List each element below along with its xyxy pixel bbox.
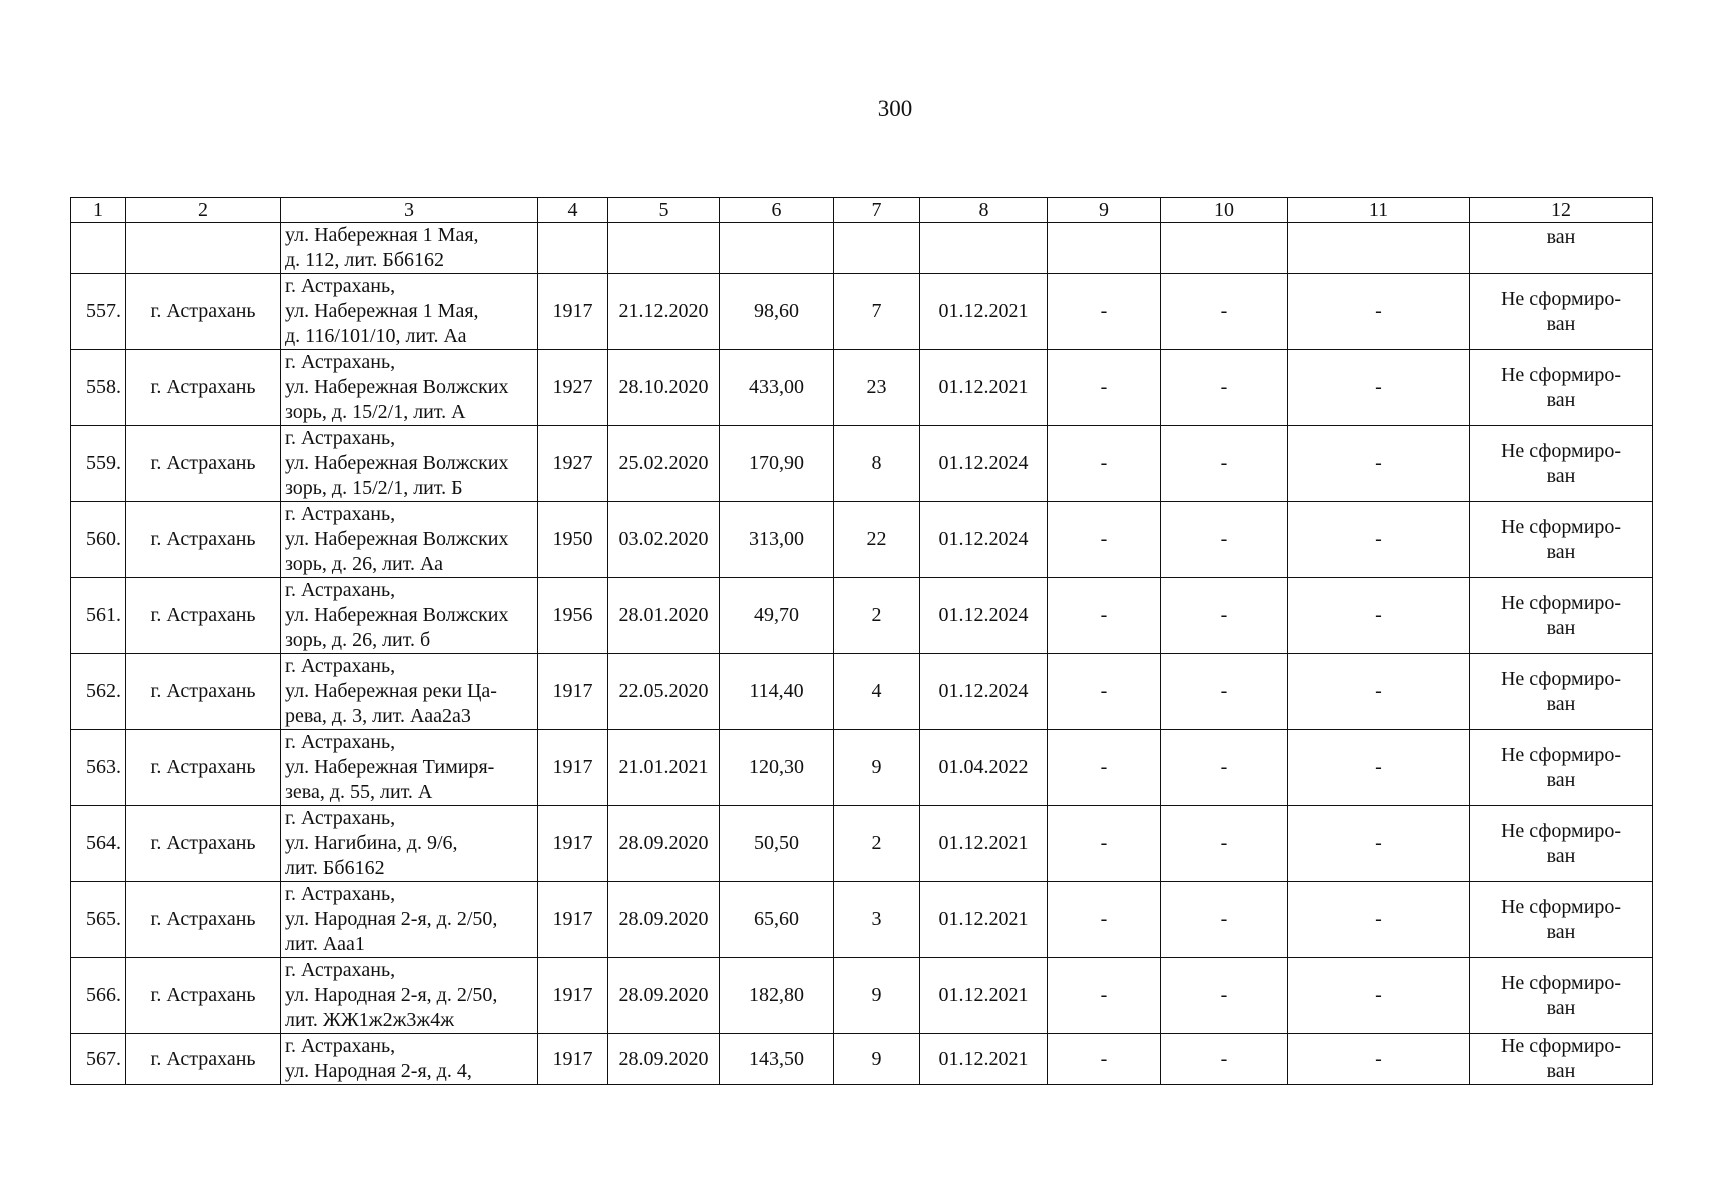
dash-cell: - — [1161, 882, 1288, 958]
row-number-cell: 564. — [71, 806, 126, 882]
deadline-cell: 01.12.2021 — [920, 958, 1048, 1034]
address-line: д. 116/101/10, лит. Аа — [285, 325, 467, 347]
year-cell: 1917 — [538, 730, 608, 806]
column-number: 10 — [1161, 198, 1288, 223]
date-cell: 22.05.2020 — [608, 654, 720, 730]
date-cell: 28.10.2020 — [608, 350, 720, 426]
table-row — [71, 958, 1653, 1034]
dash-cell: - — [1161, 654, 1288, 730]
deadline-cell: 01.12.2021 — [920, 882, 1048, 958]
table-row — [71, 806, 1653, 882]
table-row — [71, 426, 1653, 502]
dash-cell: - — [1288, 882, 1470, 958]
address-line: зорь, д. 26, лит. Аа — [285, 553, 444, 575]
address-line: зорь, д. 15/2/1, лит. Б — [285, 477, 463, 499]
count-cell: 2 — [834, 806, 920, 882]
status-line: Не сформиро- — [1500, 667, 1622, 690]
address-line: г. Астрахань, — [285, 959, 396, 981]
area-cell: 143,50 — [720, 1034, 834, 1085]
dash-cell: - — [1048, 502, 1161, 578]
table-cell — [920, 223, 1048, 274]
status-cell — [1470, 502, 1653, 578]
row-number-cell: 563. — [71, 730, 126, 806]
dash-cell: - — [1048, 958, 1161, 1034]
city-cell: г. Астрахань — [126, 350, 281, 426]
table-row — [71, 654, 1653, 730]
dash-cell: - — [1288, 1034, 1470, 1085]
status-line: Не сформиро- — [1500, 1035, 1622, 1057]
date-cell: 03.02.2020 — [608, 502, 720, 578]
status-cell — [1470, 730, 1653, 806]
dash-cell: - — [1161, 502, 1288, 578]
year-cell: 1917 — [538, 274, 608, 350]
column-number: 6 — [720, 198, 834, 223]
dash-cell: - — [1048, 1034, 1161, 1085]
address-line: г. Астрахань, — [285, 1035, 396, 1057]
count-cell: 7 — [834, 274, 920, 350]
table-row — [71, 1034, 1653, 1085]
dash-cell: - — [1161, 578, 1288, 654]
address-line: г. Астрахань, — [285, 731, 396, 753]
address-line: ул. Набережная Волжских — [285, 528, 509, 550]
status-cell — [1470, 426, 1653, 502]
dash-cell: - — [1048, 882, 1161, 958]
deadline-cell: 01.12.2024 — [920, 502, 1048, 578]
address-line: д. 112, лит. Бб6162 — [285, 249, 445, 271]
status-cell — [1470, 274, 1653, 350]
row-number-cell: 566. — [71, 958, 126, 1034]
table-row — [71, 350, 1653, 426]
dash-cell: - — [1288, 958, 1470, 1034]
status-line: ван — [1546, 226, 1576, 248]
area-cell: 65,60 — [720, 882, 834, 958]
column-number-row — [71, 198, 1653, 223]
column-number: 2 — [126, 198, 281, 223]
status-line: Не сформиро- — [1500, 591, 1622, 614]
city-cell: г. Астрахань — [126, 578, 281, 654]
address-cell — [281, 730, 538, 806]
city-cell: г. Астрахань — [126, 958, 281, 1034]
registry-table — [70, 197, 1653, 1085]
address-line: зева, д. 55, лит. А — [285, 781, 433, 803]
deadline-cell: 01.12.2024 — [920, 426, 1048, 502]
area-cell: 433,00 — [720, 350, 834, 426]
date-cell: 21.12.2020 — [608, 274, 720, 350]
date-cell: 28.01.2020 — [608, 578, 720, 654]
year-cell: 1956 — [538, 578, 608, 654]
area-cell: 170,90 — [720, 426, 834, 502]
deadline-cell: 01.12.2021 — [920, 1034, 1048, 1085]
year-cell: 1927 — [538, 426, 608, 502]
row-number-cell: 565. — [71, 882, 126, 958]
row-number-cell: 557. — [71, 274, 126, 350]
address-cell — [281, 1034, 538, 1085]
dash-cell: - — [1288, 350, 1470, 426]
year-cell: 1917 — [538, 958, 608, 1034]
status-line: Не сформиро- — [1500, 743, 1622, 766]
column-number: 9 — [1048, 198, 1161, 223]
count-cell: 9 — [834, 958, 920, 1034]
area-cell: 120,30 — [720, 730, 834, 806]
address-cell — [281, 958, 538, 1034]
city-cell: г. Астрахань — [126, 274, 281, 350]
status-line: ван — [1546, 540, 1576, 563]
year-cell: 1917 — [538, 1034, 608, 1085]
status-line: Не сформиро- — [1500, 971, 1622, 994]
status-cell — [1470, 958, 1653, 1034]
address-line: г. Астрахань, — [285, 883, 396, 905]
status-line: Не сформиро- — [1500, 819, 1622, 842]
table-row — [71, 730, 1653, 806]
deadline-cell: 01.12.2024 — [920, 654, 1048, 730]
address-line: ул. Набережная реки Ца- — [285, 680, 497, 702]
status-line: ван — [1546, 996, 1576, 1019]
count-cell: 8 — [834, 426, 920, 502]
address-line: лит. ЖЖ1ж2ж3ж4ж — [285, 1009, 455, 1031]
column-number: 12 — [1470, 198, 1653, 223]
count-cell: 9 — [834, 1034, 920, 1085]
table-cell — [71, 223, 126, 274]
address-line: г. Астрахань, — [285, 579, 396, 601]
area-cell: 49,70 — [720, 578, 834, 654]
address-line: лит. Бб6162 — [285, 857, 385, 879]
column-number: 8 — [920, 198, 1048, 223]
table-cell — [126, 223, 281, 274]
area-cell: 182,80 — [720, 958, 834, 1034]
area-cell: 114,40 — [720, 654, 834, 730]
status-line: ван — [1546, 388, 1576, 411]
address-line: зорь, д. 15/2/1, лит. А — [285, 401, 466, 423]
year-cell: 1917 — [538, 882, 608, 958]
address-line: рева, д. 3, лит. Ааа2а3 — [285, 705, 471, 727]
year-cell: 1917 — [538, 654, 608, 730]
status-cell — [1470, 882, 1653, 958]
row-number-cell: 562. — [71, 654, 126, 730]
table-cell — [720, 223, 834, 274]
status-cell — [1470, 578, 1653, 654]
city-cell: г. Астрахань — [126, 1034, 281, 1085]
address-line: ул. Набережная 1 Мая, — [285, 224, 479, 246]
address-line: ул. Нагибина, д. 9/6, — [285, 832, 458, 854]
address-line: г. Астрахань, — [285, 275, 396, 297]
count-cell: 9 — [834, 730, 920, 806]
address-line: ул. Набережная Волжских — [285, 376, 509, 398]
table-cell — [1048, 223, 1161, 274]
table-cell — [608, 223, 720, 274]
status-cell — [1470, 654, 1653, 730]
status-line: Не сформиро- — [1500, 363, 1622, 386]
date-cell: 25.02.2020 — [608, 426, 720, 502]
deadline-cell: 01.04.2022 — [920, 730, 1048, 806]
dash-cell: - — [1048, 274, 1161, 350]
address-cell — [281, 274, 538, 350]
dash-cell: - — [1288, 426, 1470, 502]
address-line: лит. Ааа1 — [285, 933, 365, 955]
row-number-cell: 567. — [71, 1034, 126, 1085]
address-line: ул. Набережная 1 Мая, — [285, 300, 479, 322]
count-cell: 4 — [834, 654, 920, 730]
city-cell: г. Астрахань — [126, 426, 281, 502]
dash-cell: - — [1161, 958, 1288, 1034]
status-cell — [1470, 806, 1653, 882]
table-cell — [834, 223, 920, 274]
table-cell — [1161, 223, 1288, 274]
address-line: г. Астрахань, — [285, 503, 396, 525]
deadline-cell: 01.12.2024 — [920, 578, 1048, 654]
address-line: ул. Набережная Тимиря- — [285, 756, 495, 778]
address-line: г. Астрахань, — [285, 655, 396, 677]
deadline-cell: 01.12.2021 — [920, 806, 1048, 882]
table-row — [71, 578, 1653, 654]
count-cell: 3 — [834, 882, 920, 958]
address-line: г. Астрахань, — [285, 427, 396, 449]
table-row — [71, 882, 1653, 958]
status-line: ван — [1546, 692, 1576, 715]
year-cell: 1927 — [538, 350, 608, 426]
dash-cell: - — [1048, 806, 1161, 882]
status-line: ван — [1546, 1060, 1576, 1082]
date-cell: 28.09.2020 — [608, 882, 720, 958]
deadline-cell: 01.12.2021 — [920, 274, 1048, 350]
table-cell — [1288, 223, 1470, 274]
status-line: ван — [1546, 844, 1576, 867]
dash-cell: - — [1288, 730, 1470, 806]
area-cell: 50,50 — [720, 806, 834, 882]
dash-cell: - — [1288, 578, 1470, 654]
status-cell — [1470, 350, 1653, 426]
count-cell: 2 — [834, 578, 920, 654]
dash-cell: - — [1288, 502, 1470, 578]
status-line: Не сформиро- — [1500, 439, 1622, 462]
address-cell — [281, 806, 538, 882]
status-cell — [1470, 223, 1653, 274]
status-line: ван — [1546, 464, 1576, 487]
continuation-row — [71, 223, 1653, 274]
dash-cell: - — [1048, 426, 1161, 502]
dash-cell: - — [1048, 578, 1161, 654]
table-row — [71, 502, 1653, 578]
deadline-cell: 01.12.2021 — [920, 350, 1048, 426]
dash-cell: - — [1161, 274, 1288, 350]
dash-cell: - — [1048, 730, 1161, 806]
date-cell: 21.01.2021 — [608, 730, 720, 806]
column-number: 7 — [834, 198, 920, 223]
count-cell: 22 — [834, 502, 920, 578]
dash-cell: - — [1288, 274, 1470, 350]
status-line: Не сформиро- — [1500, 895, 1622, 918]
year-cell: 1917 — [538, 806, 608, 882]
row-number-cell: 559. — [71, 426, 126, 502]
address-cell — [281, 502, 538, 578]
address-line: г. Астрахань, — [285, 351, 396, 373]
address-cell — [281, 350, 538, 426]
area-cell: 313,00 — [720, 502, 834, 578]
column-number: 4 — [538, 198, 608, 223]
address-cell — [281, 578, 538, 654]
dash-cell: - — [1048, 654, 1161, 730]
city-cell: г. Астрахань — [126, 654, 281, 730]
dash-cell: - — [1161, 1034, 1288, 1085]
dash-cell: - — [1288, 654, 1470, 730]
address-line: ул. Народная 2-я, д. 4, — [285, 1060, 472, 1082]
city-cell: г. Астрахань — [126, 882, 281, 958]
status-line: ван — [1546, 768, 1576, 791]
status-line: ван — [1546, 312, 1576, 335]
dash-cell: - — [1161, 806, 1288, 882]
city-cell: г. Астрахань — [126, 502, 281, 578]
status-line: Не сформиро- — [1500, 515, 1622, 538]
address-line: ул. Набережная Волжских — [285, 604, 509, 626]
row-number-cell: 560. — [71, 502, 126, 578]
city-cell: г. Астрахань — [126, 730, 281, 806]
row-number-cell: 561. — [71, 578, 126, 654]
address-line: ул. Народная 2-я, д. 2/50, — [285, 908, 498, 930]
address-line: г. Астрахань, — [285, 807, 396, 829]
address-line: зорь, д. 26, лит. б — [285, 629, 431, 651]
page-number: 300 — [877, 96, 913, 121]
table-row — [71, 274, 1653, 350]
date-cell: 28.09.2020 — [608, 1034, 720, 1085]
dash-cell: - — [1161, 730, 1288, 806]
count-cell: 23 — [834, 350, 920, 426]
column-number: 11 — [1288, 198, 1470, 223]
column-number: 5 — [608, 198, 720, 223]
date-cell: 28.09.2020 — [608, 806, 720, 882]
dash-cell: - — [1161, 426, 1288, 502]
city-cell: г. Астрахань — [126, 806, 281, 882]
column-number: 1 — [71, 198, 126, 223]
address-cell — [281, 223, 538, 274]
table-cell — [538, 223, 608, 274]
dash-cell: - — [1161, 350, 1288, 426]
address-cell — [281, 426, 538, 502]
column-number: 3 — [281, 198, 538, 223]
status-cell — [1470, 1034, 1653, 1085]
address-line: ул. Народная 2-я, д. 2/50, — [285, 984, 498, 1006]
row-number-cell: 558. — [71, 350, 126, 426]
dash-cell: - — [1288, 806, 1470, 882]
address-cell — [281, 882, 538, 958]
status-line: ван — [1546, 616, 1576, 639]
dash-cell: - — [1048, 350, 1161, 426]
address-cell — [281, 654, 538, 730]
status-line: Не сформиро- — [1500, 287, 1622, 310]
status-line: ван — [1546, 920, 1576, 943]
year-cell: 1950 — [538, 502, 608, 578]
date-cell: 28.09.2020 — [608, 958, 720, 1034]
address-line: ул. Набережная Волжских — [285, 452, 509, 474]
area-cell: 98,60 — [720, 274, 834, 350]
